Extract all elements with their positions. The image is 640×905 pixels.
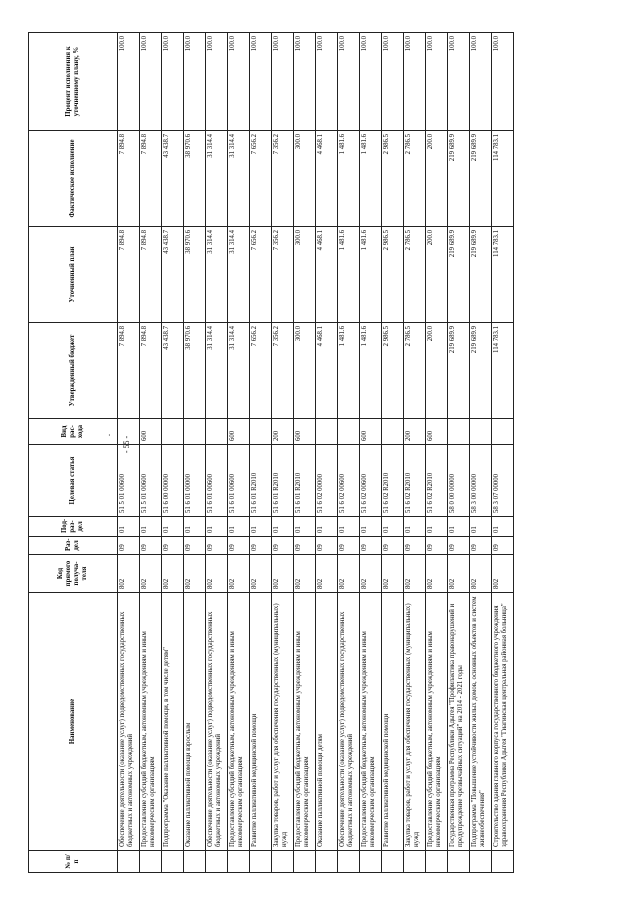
cell-code: 802	[470, 555, 492, 593]
cell-target: 51 6 01 R2010	[250, 445, 272, 517]
cell-name: Предоставление субсидий бюджетным, автономным учреждениям и иным некоммерческим организациям	[228, 593, 250, 851]
cell-target: 51 5 01 00600	[118, 445, 140, 517]
cell-name: Предоставление субсидий бюджетным, автономным учреждениям и иным некоммерческим организациям	[360, 593, 382, 851]
table-row	[272, 33, 294, 873]
cell-name: Подпрограмма "Повышение устойчивости жилых домов, основных объектов и систем жизнеобеспечения"	[470, 593, 492, 851]
cell-actual: 114 783.1	[492, 131, 514, 227]
cell-plan: 7 656.2	[250, 227, 272, 323]
cell-code: 802	[118, 555, 140, 593]
header-target: Целевая статья	[29, 445, 118, 517]
cell-actual: 7 894.8	[118, 131, 140, 227]
cell-actual: 31 314.4	[206, 131, 228, 227]
cell-podrazdel: 01	[404, 517, 426, 537]
header-plan: Уточненный план	[29, 227, 118, 323]
cell-code: 802	[184, 555, 206, 593]
cell-podrazdel: 01	[250, 517, 272, 537]
cell-podrazdel: 01	[140, 517, 162, 537]
cell-podrazdel: 01	[338, 517, 360, 537]
cell-razdel: 09	[294, 537, 316, 555]
table-row	[162, 33, 184, 873]
cell-razdel: 09	[140, 537, 162, 555]
cell-target: 58 3 00 00000	[470, 445, 492, 517]
cell-code: 802	[382, 555, 404, 593]
cell-percent: 100.0	[492, 33, 514, 131]
cell-percent: 100.0	[470, 33, 492, 131]
cell-razdel: 09	[470, 537, 492, 555]
cell-podrazdel: 01	[206, 517, 228, 537]
cell-num	[162, 851, 184, 873]
cell-podrazdel: 01	[316, 517, 338, 537]
header-razdel: Раз-дел	[29, 537, 118, 555]
cell-vid	[316, 419, 338, 445]
table-row	[228, 33, 250, 873]
cell-podrazdel: 01	[426, 517, 448, 537]
cell-approved: 7 356.2	[272, 323, 294, 419]
cell-plan: 43 438.7	[162, 227, 184, 323]
cell-actual: 219 689.9	[448, 131, 470, 227]
cell-approved: 38 970.6	[184, 323, 206, 419]
table-row	[382, 33, 404, 873]
cell-target: 51 6 02 00600	[360, 445, 382, 517]
cell-num	[382, 851, 404, 873]
cell-target: 58 3 07 00000	[492, 445, 514, 517]
cell-podrazdel: 01	[492, 517, 514, 537]
cell-actual: 38 970.6	[184, 131, 206, 227]
cell-vid	[492, 419, 514, 445]
cell-code: 802	[250, 555, 272, 593]
header-actual: Фактическое исполнение	[29, 131, 118, 227]
cell-target: 51 6 00 00000	[162, 445, 184, 517]
cell-razdel: 09	[162, 537, 184, 555]
cell-approved: 200.0	[426, 323, 448, 419]
cell-name: Развитие паллиативной медицинской помощи	[382, 593, 404, 851]
cell-num	[272, 851, 294, 873]
cell-code: 802	[228, 555, 250, 593]
cell-percent: 100.0	[426, 33, 448, 131]
cell-plan: 31 314.4	[206, 227, 228, 323]
cell-code: 802	[360, 555, 382, 593]
cell-num	[470, 851, 492, 873]
cell-razdel: 09	[360, 537, 382, 555]
header-name: Наименование	[29, 593, 118, 851]
cell-code: 802	[338, 555, 360, 593]
table-row	[316, 33, 338, 873]
cell-razdel: 09	[272, 537, 294, 555]
table-row	[448, 33, 470, 873]
cell-actual: 300.0	[294, 131, 316, 227]
cell-code: 802	[404, 555, 426, 593]
cell-code: 802	[206, 555, 228, 593]
cell-actual: 2 986.5	[382, 131, 404, 227]
cell-razdel: 09	[492, 537, 514, 555]
cell-vid: 600	[426, 419, 448, 445]
cell-plan: 219 689.9	[448, 227, 470, 323]
cell-razdel: 09	[404, 537, 426, 555]
cell-name: Государственная программа Республики Адыгея "Профилактика правонарушений и предупреждение чрезвычайных ситуаций" на 2014 - 2021 годы	[448, 593, 470, 851]
cell-percent: 100.0	[448, 33, 470, 131]
cell-vid	[184, 419, 206, 445]
cell-podrazdel: 01	[448, 517, 470, 537]
cell-percent: 100.0	[338, 33, 360, 131]
cell-plan: 38 970.6	[184, 227, 206, 323]
header-percent: Процент исполнения к уточненному плану, %	[29, 33, 118, 131]
cell-name: Предоставление субсидий бюджетным, автономным учреждениям и иным некоммерческим организациям	[294, 593, 316, 851]
cell-plan: 1 481.6	[338, 227, 360, 323]
cell-code: 802	[316, 555, 338, 593]
cell-target: 51 6 01 00600	[228, 445, 250, 517]
cell-percent: 100.0	[382, 33, 404, 131]
cell-actual: 1 481.6	[338, 131, 360, 227]
cell-name: Закупка товаров, работ и услуг для обеспечения государственных (муниципальных) нужд	[272, 593, 294, 851]
cell-approved: 31 314.4	[206, 323, 228, 419]
cell-plan: 7 356.2	[272, 227, 294, 323]
cell-code: 802	[426, 555, 448, 593]
table-row	[470, 33, 492, 873]
cell-razdel: 09	[250, 537, 272, 555]
cell-actual: 7 656.2	[250, 131, 272, 227]
cell-percent: 100.0	[294, 33, 316, 131]
cell-name: Строительство здания главного корпуса государственного бюджетного учреждения здравоохранения Республики Адыгея "Гиагинская центральная районная больница"	[492, 593, 514, 851]
cell-approved: 300.0	[294, 323, 316, 419]
cell-num	[184, 851, 206, 873]
cell-actual: 31 314.4	[228, 131, 250, 227]
cell-plan: 7 894.8	[118, 227, 140, 323]
cell-approved: 219 689.9	[448, 323, 470, 419]
cell-percent: 100.0	[228, 33, 250, 131]
cell-code: 802	[140, 555, 162, 593]
cell-num	[404, 851, 426, 873]
cell-num	[294, 851, 316, 873]
cell-target: 51 6 01 00000	[184, 445, 206, 517]
cell-target: 51 5 01 00600	[140, 445, 162, 517]
cell-plan: 1 481.6	[360, 227, 382, 323]
cell-code: 802	[162, 555, 184, 593]
cell-vid	[470, 419, 492, 445]
cell-percent: 100.0	[360, 33, 382, 131]
cell-approved: 114 783.1	[492, 323, 514, 419]
cell-plan: 4 468.1	[316, 227, 338, 323]
header-code: Код прямого получа-теля	[29, 555, 118, 593]
cell-name: Подпрограмма "Оказание паллиативной помощи, в том числе детям"	[162, 593, 184, 851]
cell-podrazdel: 01	[184, 517, 206, 537]
table-row	[294, 33, 316, 873]
cell-vid	[250, 419, 272, 445]
cell-percent: 100.0	[184, 33, 206, 131]
table-row	[360, 33, 382, 873]
cell-name: Обеспечение деятельности (оказание услуг) подведомственных государственных бюджетных и автономных учреждений	[338, 593, 360, 851]
cell-vid: 200	[272, 419, 294, 445]
cell-plan: 200.0	[426, 227, 448, 323]
cell-plan: 7 894.8	[140, 227, 162, 323]
cell-approved: 43 438.7	[162, 323, 184, 419]
cell-num	[316, 851, 338, 873]
cell-percent: 100.0	[272, 33, 294, 131]
cell-name: Развитие паллиативной медицинской помощи	[250, 593, 272, 851]
header-row	[29, 33, 118, 873]
cell-num	[118, 851, 140, 873]
cell-name: Оказание паллиативной помощи взрослым	[184, 593, 206, 851]
cell-vid	[382, 419, 404, 445]
header-vid: Вид рас-хода	[29, 419, 118, 445]
cell-razdel: 09	[316, 537, 338, 555]
cell-plan: 2 986.5	[382, 227, 404, 323]
cell-actual: 200.0	[426, 131, 448, 227]
cell-percent: 100.0	[140, 33, 162, 131]
cell-num	[448, 851, 470, 873]
cell-name: Предоставление субсидий бюджетным, автономным учреждениям и иным некоммерческим организациям	[426, 593, 448, 851]
cell-num	[338, 851, 360, 873]
cell-plan: 219 689.9	[470, 227, 492, 323]
cell-percent: 100.0	[162, 33, 184, 131]
cell-approved: 7 656.2	[250, 323, 272, 419]
cell-razdel: 09	[184, 537, 206, 555]
cell-actual: 1 481.6	[360, 131, 382, 227]
header-num: № п/п	[29, 851, 118, 873]
cell-actual: 43 438.7	[162, 131, 184, 227]
header-approved: Утвержденный бюджет	[29, 323, 118, 419]
cell-code: 802	[294, 555, 316, 593]
table-row	[250, 33, 272, 873]
cell-code: 802	[272, 555, 294, 593]
cell-percent: 100.0	[118, 33, 140, 131]
cell-podrazdel: 01	[228, 517, 250, 537]
cell-percent: 100.0	[404, 33, 426, 131]
header-podrazdel: Под-раз-дел	[29, 517, 118, 537]
cell-podrazdel: 01	[162, 517, 184, 537]
cell-target: 58 0 00 00000	[448, 445, 470, 517]
table-row	[140, 33, 162, 873]
cell-percent: 100.0	[250, 33, 272, 131]
cell-target: 51 6 01 R2010	[294, 445, 316, 517]
cell-razdel: 09	[448, 537, 470, 555]
cell-podrazdel: 01	[382, 517, 404, 537]
cell-vid	[162, 419, 184, 445]
cell-num	[140, 851, 162, 873]
cell-vid: 600	[294, 419, 316, 445]
table-row	[118, 33, 140, 873]
table-row	[338, 33, 360, 873]
cell-plan: 114 783.1	[492, 227, 514, 323]
cell-actual: 219 689.9	[470, 131, 492, 227]
cell-approved: 7 894.8	[140, 323, 162, 419]
cell-razdel: 09	[118, 537, 140, 555]
table-row	[492, 33, 514, 873]
cell-name: Оказание паллиативной помощи детям	[316, 593, 338, 851]
table-row	[404, 33, 426, 873]
table-row	[426, 33, 448, 873]
cell-percent: 100.0	[206, 33, 228, 131]
cell-vid: 600	[360, 419, 382, 445]
cell-approved: 7 894.8	[118, 323, 140, 419]
cell-actual: 4 468.1	[316, 131, 338, 227]
cell-approved: 219 689.9	[470, 323, 492, 419]
scan-speck: ·	[104, 433, 115, 437]
cell-podrazdel: 01	[118, 517, 140, 537]
cell-razdel: 09	[426, 537, 448, 555]
cell-plan: 31 314.4	[228, 227, 250, 323]
cell-target: 51 6 02 R2010	[426, 445, 448, 517]
cell-vid	[206, 419, 228, 445]
cell-num	[228, 851, 250, 873]
cell-approved: 1 481.6	[338, 323, 360, 419]
cell-approved: 31 314.4	[228, 323, 250, 419]
table-body	[118, 33, 514, 873]
cell-podrazdel: 01	[272, 517, 294, 537]
cell-name: Предоставление субсидий бюджетным, автономным учреждениям и иным некоммерческим организациям	[140, 593, 162, 851]
cell-num	[426, 851, 448, 873]
cell-target: 51 6 02 00600	[338, 445, 360, 517]
cell-num	[206, 851, 228, 873]
cell-approved: 4 468.1	[316, 323, 338, 419]
cell-actual: 7 894.8	[140, 131, 162, 227]
cell-vid: 600	[228, 419, 250, 445]
cell-name: Обеспечение деятельности (оказание услуг) подведомственных государственных бюджетных и автономных учреждений	[206, 593, 228, 851]
cell-percent: 100.0	[316, 33, 338, 131]
cell-vid	[338, 419, 360, 445]
budget-table	[28, 32, 514, 873]
cell-target: 51 6 01 00600	[206, 445, 228, 517]
cell-razdel: 09	[228, 537, 250, 555]
cell-approved: 1 481.6	[360, 323, 382, 419]
table-row	[206, 33, 228, 873]
cell-podrazdel: 01	[360, 517, 382, 537]
table-row	[184, 33, 206, 873]
cell-approved: 2 986.5	[382, 323, 404, 419]
cell-name: Обеспечение деятельности (оказание услуг) подведомственных государственных бюджетных и автономных учреждений	[118, 593, 140, 851]
cell-code: 802	[448, 555, 470, 593]
cell-num	[360, 851, 382, 873]
cell-num	[250, 851, 272, 873]
page-number: - 55 -	[122, 435, 132, 454]
budget-table-sheet	[28, 33, 608, 873]
cell-actual: 2 786.5	[404, 131, 426, 227]
cell-razdel: 09	[206, 537, 228, 555]
cell-name: Закупка товаров, работ и услуг для обеспечения государственных (муниципальных) нужд	[404, 593, 426, 851]
cell-vid	[118, 419, 140, 445]
cell-razdel: 09	[338, 537, 360, 555]
cell-vid: 600	[140, 419, 162, 445]
cell-plan: 2 786.5	[404, 227, 426, 323]
cell-razdel: 09	[382, 537, 404, 555]
cell-target: 51 6 02 R2010	[382, 445, 404, 517]
cell-actual: 7 356.2	[272, 131, 294, 227]
cell-podrazdel: 01	[294, 517, 316, 537]
cell-num	[492, 851, 514, 873]
cell-approved: 2 786.5	[404, 323, 426, 419]
cell-vid: 200	[404, 419, 426, 445]
cell-podrazdel: 01	[470, 517, 492, 537]
cell-code: 802	[492, 555, 514, 593]
cell-vid	[448, 419, 470, 445]
cell-target: 51 6 02 R2010	[404, 445, 426, 517]
cell-target: 51 6 01 R2010	[272, 445, 294, 517]
cell-plan: 300.0	[294, 227, 316, 323]
cell-target: 51 6 02 00000	[316, 445, 338, 517]
